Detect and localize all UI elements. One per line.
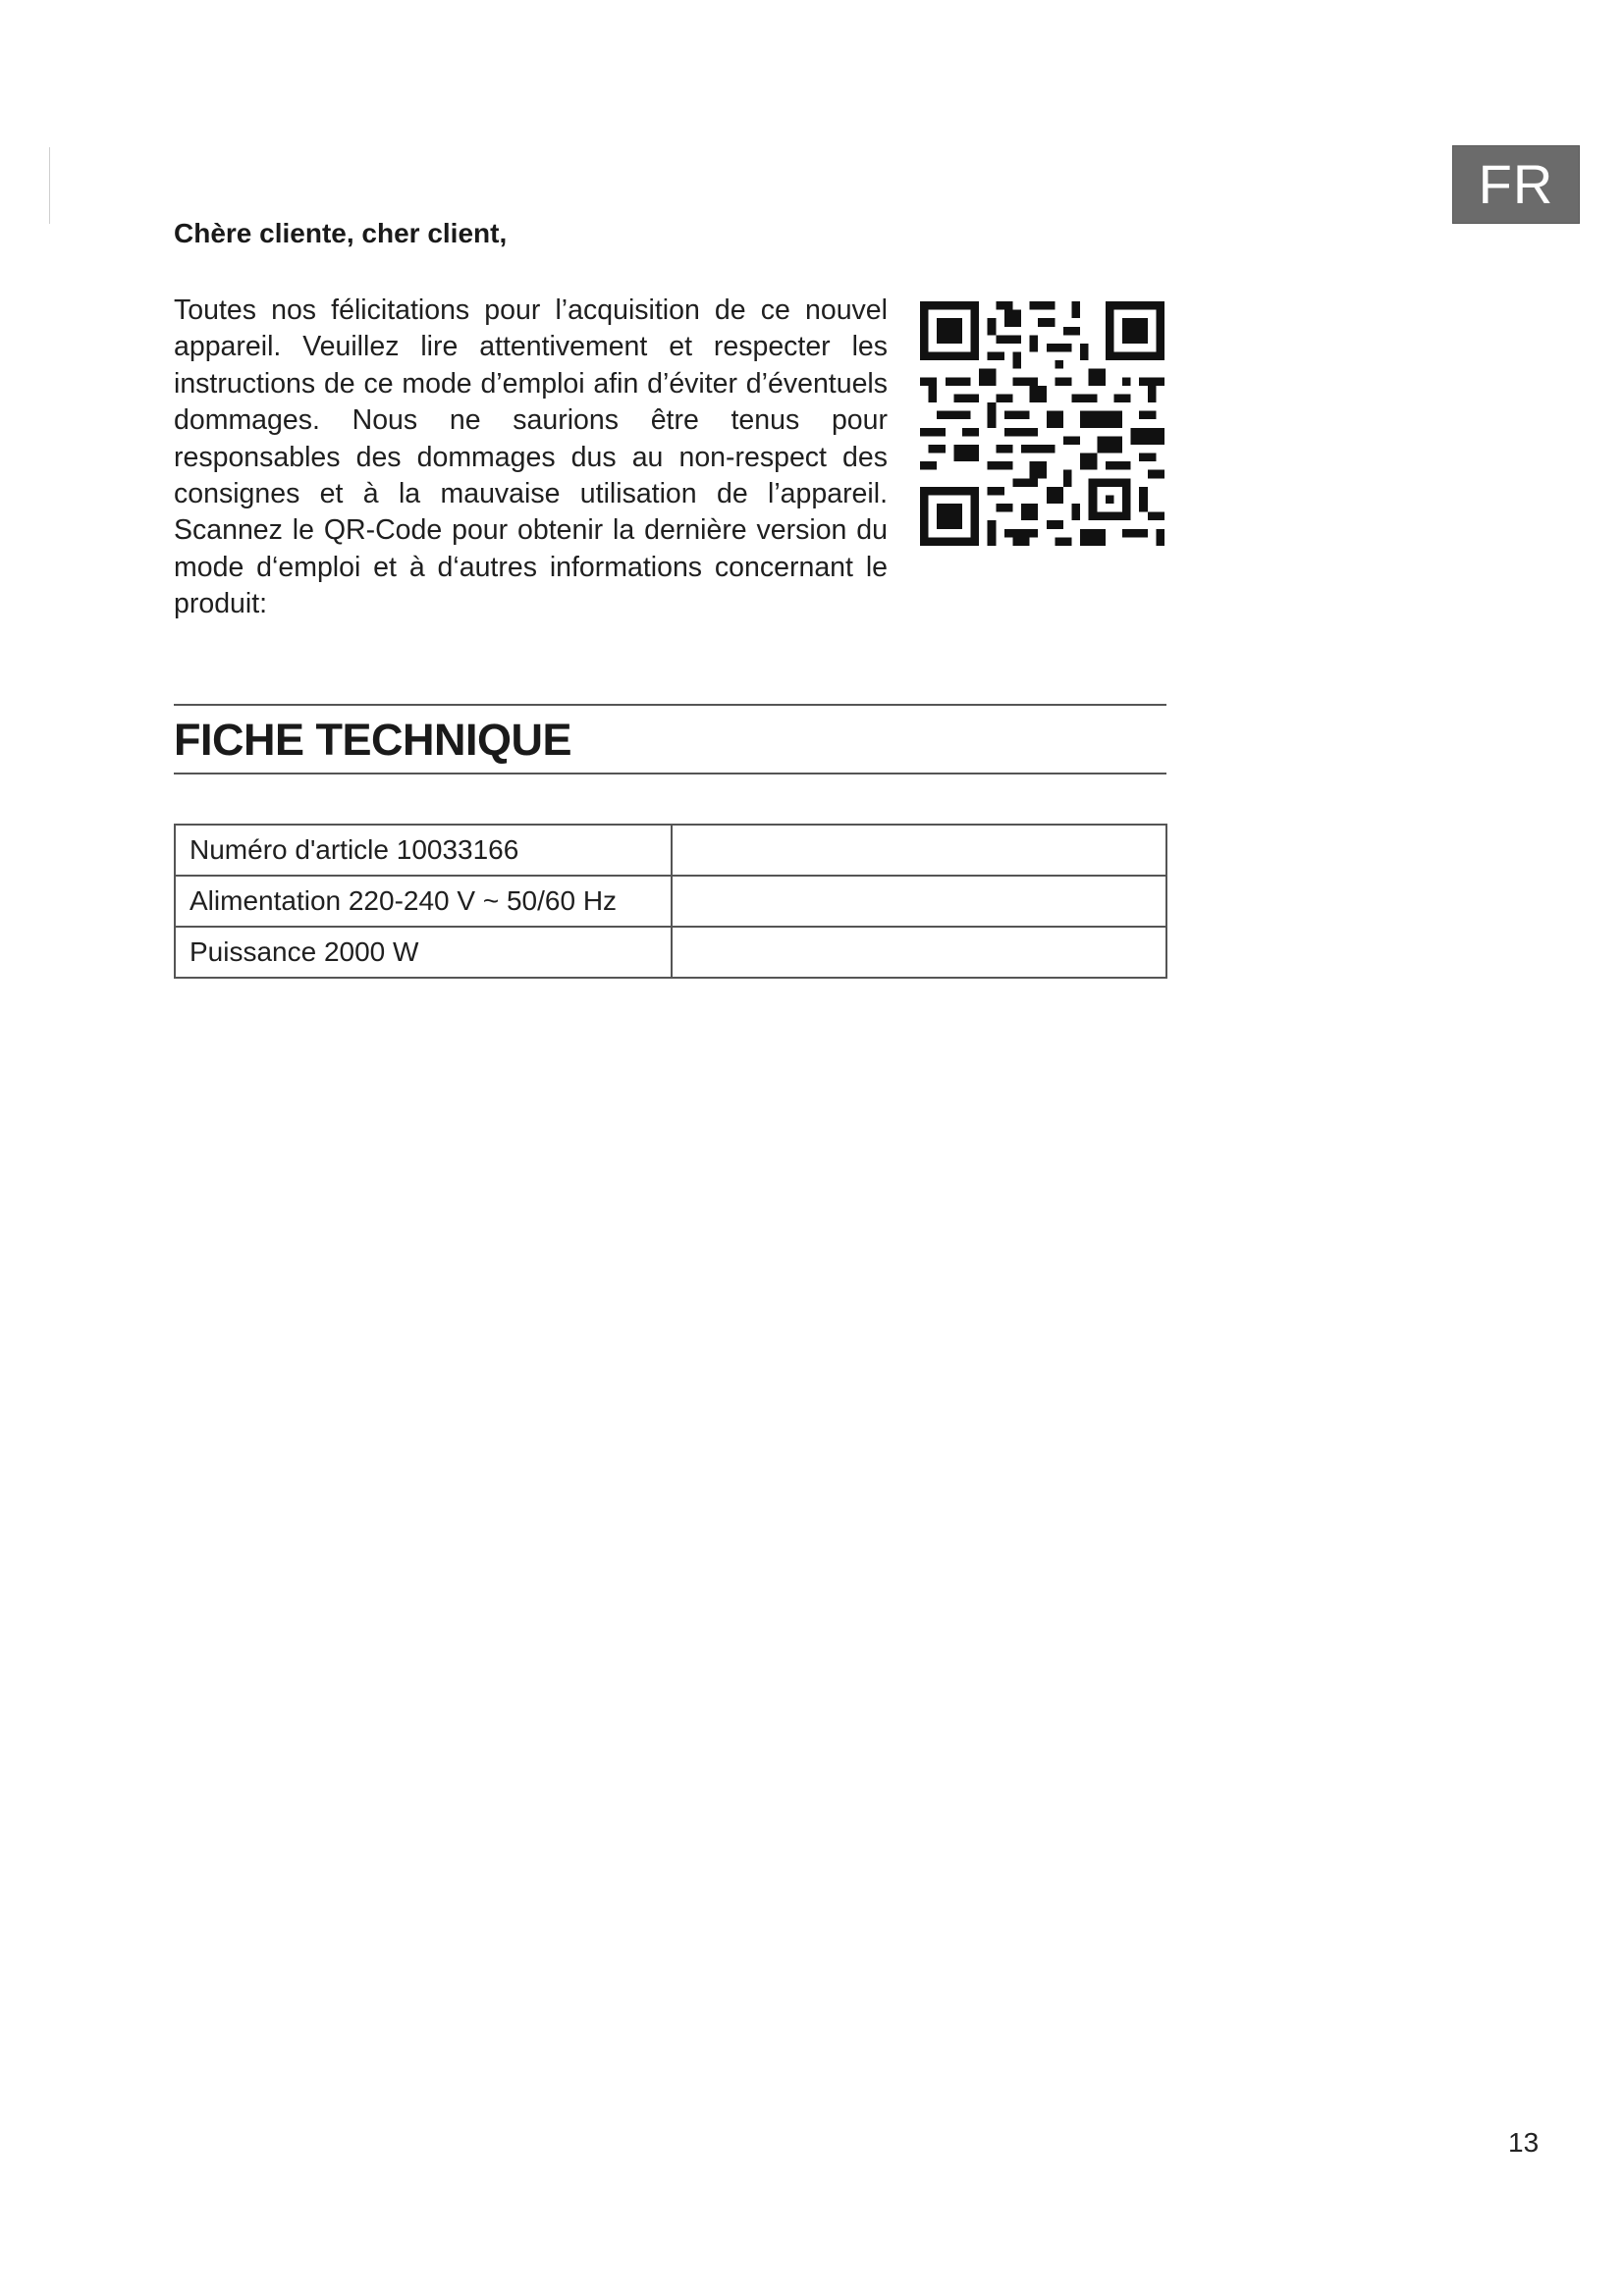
spec-label: Alimentation 220-240 V ~ 50/60 Hz	[175, 876, 672, 927]
spec-label: Puissance 2000 W	[175, 927, 672, 978]
greeting: Chère cliente, cher client,	[174, 218, 508, 248]
section-rule-bottom	[174, 773, 1166, 774]
spec-value	[672, 825, 1166, 876]
table-row	[175, 876, 1166, 927]
spec-value	[672, 927, 1166, 978]
section-title: FICHE TECHNIQUE	[174, 715, 572, 765]
table-row	[175, 927, 1166, 978]
spec-value	[672, 876, 1166, 927]
spec-table	[174, 824, 1167, 979]
language-badge: FR	[1453, 146, 1579, 223]
table-row	[175, 825, 1166, 876]
qr-code-icon[interactable]	[920, 301, 1164, 546]
section-rule-top	[174, 704, 1166, 706]
intro-paragraph: Toutes nos félicitations pour l’acquisition de ce nouvel appareil. Veuillez lire attentivement et respecter les instructions de ce mode d’emploi afin d’éviter d’éventuels dommages. Nous ne saurions être tenus pour responsables des dommages dus au non-respect des consignes et à la mauvaise utilisation de l’appareil. Scannez le QR-Code pour obtenir la dernière version du mode d‘emploi et à d‘autres informations concernant le produit:	[174, 294, 888, 620]
page-number: 13	[1508, 2127, 1540, 2158]
margin-line	[49, 147, 50, 224]
spec-label: Numéro d'article 10033166	[175, 825, 672, 876]
